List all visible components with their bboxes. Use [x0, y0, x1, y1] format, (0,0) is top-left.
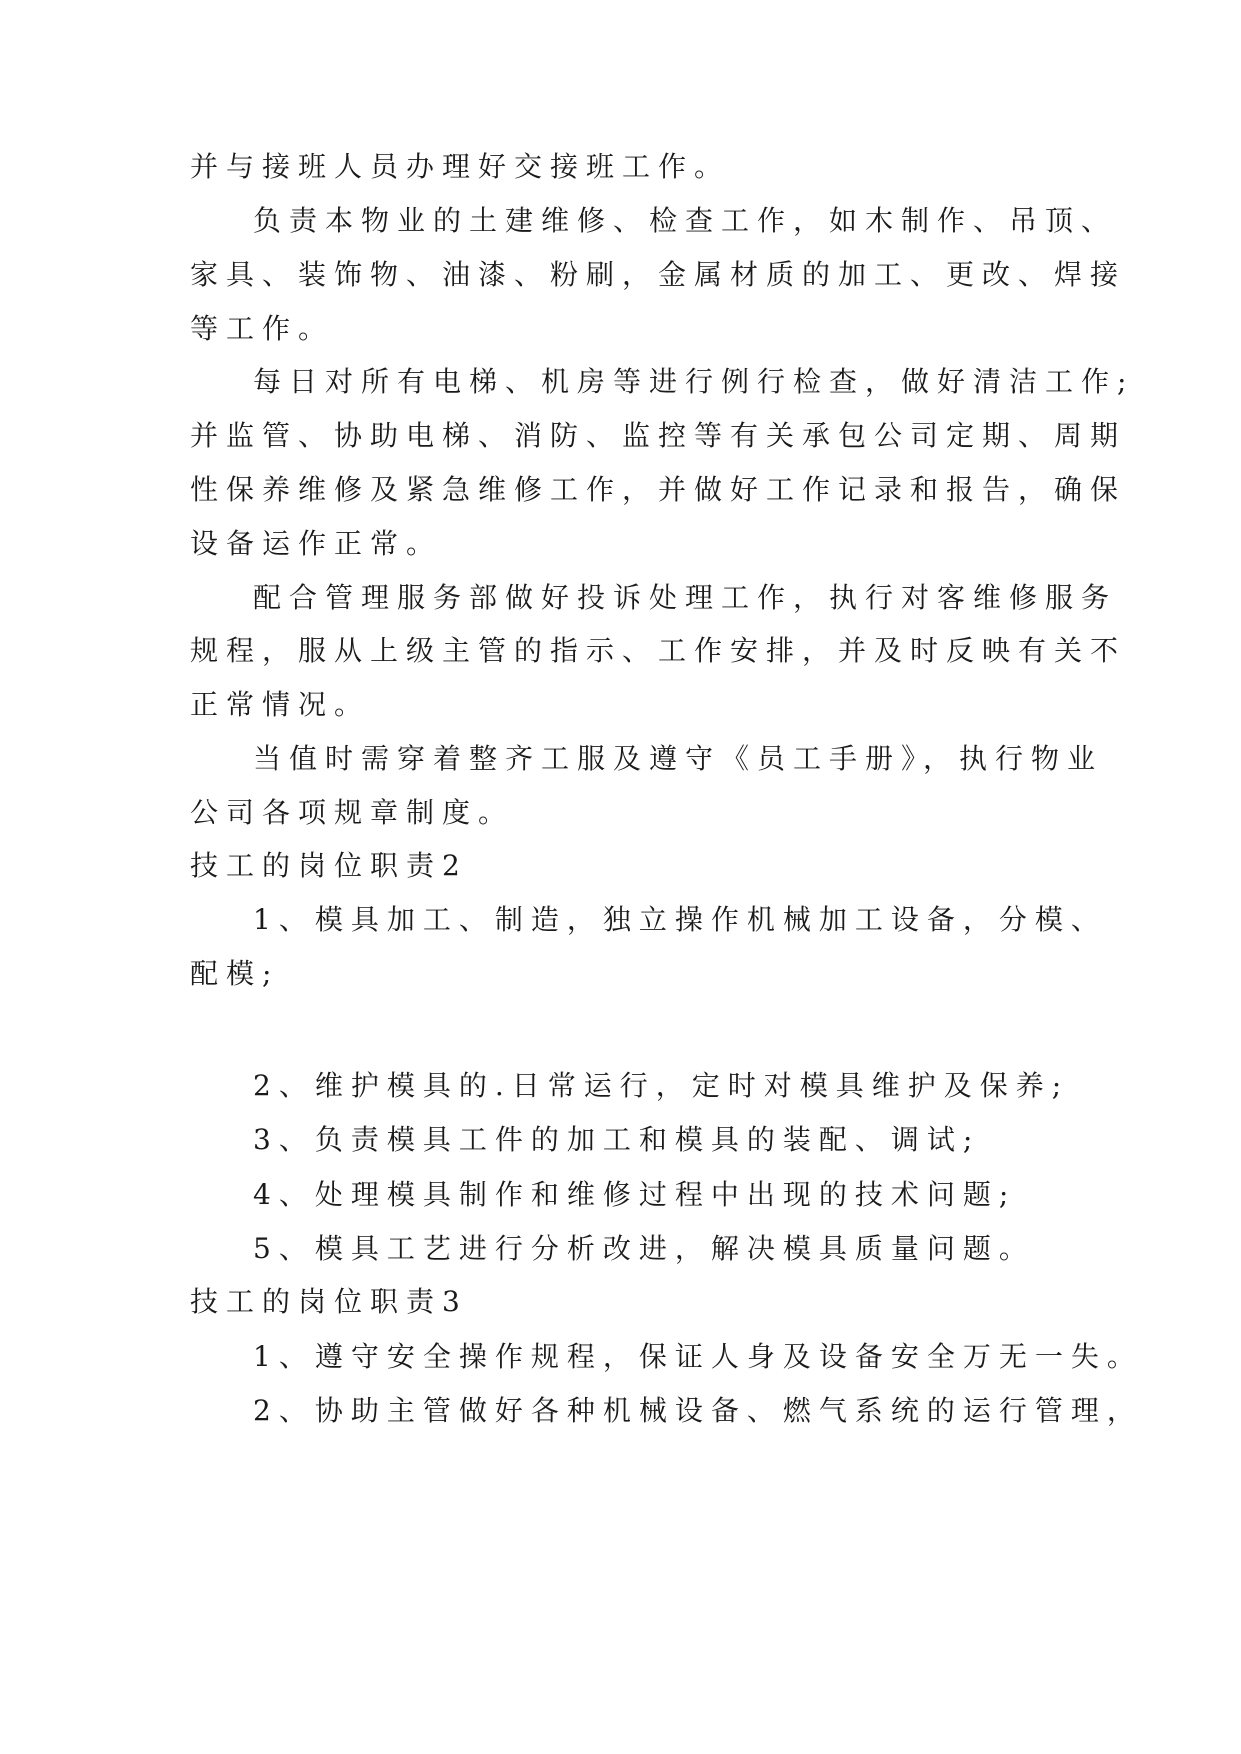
text-line: 1、模具加工、制造，独立操作机械加工设备，分模、	[253, 903, 1107, 936]
text-line: 正常情况。	[190, 688, 371, 721]
text-line: 3、负责模具工件的加工和模具的装配、调试;	[253, 1123, 981, 1156]
text-line: 负责本物业的土建维修、检查工作，如木制作、吊顶、	[253, 204, 1118, 237]
text-line: 当值时需穿着整齐工服及遵守《员工手册》，执行物业	[253, 742, 1104, 775]
section-heading: 技工的岗位职责2	[190, 849, 468, 882]
text-line: 5、模具工艺进行分析改进，解决模具质量问题。	[253, 1232, 1035, 1265]
text-line: 并与接班人员办理好交接班工作。	[190, 150, 731, 183]
text-line: 2、维护模具的.日常运行，定时对模具维护及保养;	[253, 1069, 1070, 1102]
text-line: 公司各项规章制度。	[190, 796, 515, 829]
text-line: 配合管理服务部做好投诉处理工作，执行对客维修服务	[253, 581, 1118, 614]
text-line: 配模;	[190, 957, 280, 990]
text-line: 等工作。	[190, 312, 335, 345]
text-line: 规程，服从上级主管的指示、工作安排，并及时反映有关不	[190, 634, 1127, 667]
text-line: 每日对所有电梯、机房等进行例行检查，做好清洁工作;	[253, 365, 1135, 398]
text-line: 1、遵守安全操作规程，保证人身及设备安全万无一失。	[253, 1340, 1143, 1373]
text-line: 设备运作正常。	[190, 527, 443, 560]
text-line: 家具、装饰物、油漆、粉刷，金属材质的加工、更改、焊接	[190, 258, 1127, 291]
text-line: 4、处理模具制作和维修过程中出现的技术问题;	[253, 1178, 1017, 1211]
section-heading: 技工的岗位职责3	[190, 1285, 468, 1318]
text-line: 2、协助主管做好各种机械设备、燃气系统的运行管理，	[253, 1394, 1143, 1427]
text-line: 性保养维修及紧急维修工作，并做好工作记录和报告，确保	[190, 473, 1127, 506]
text-line: 并监管、协助电梯、消防、监控等有关承包公司定期、周期	[190, 419, 1127, 452]
